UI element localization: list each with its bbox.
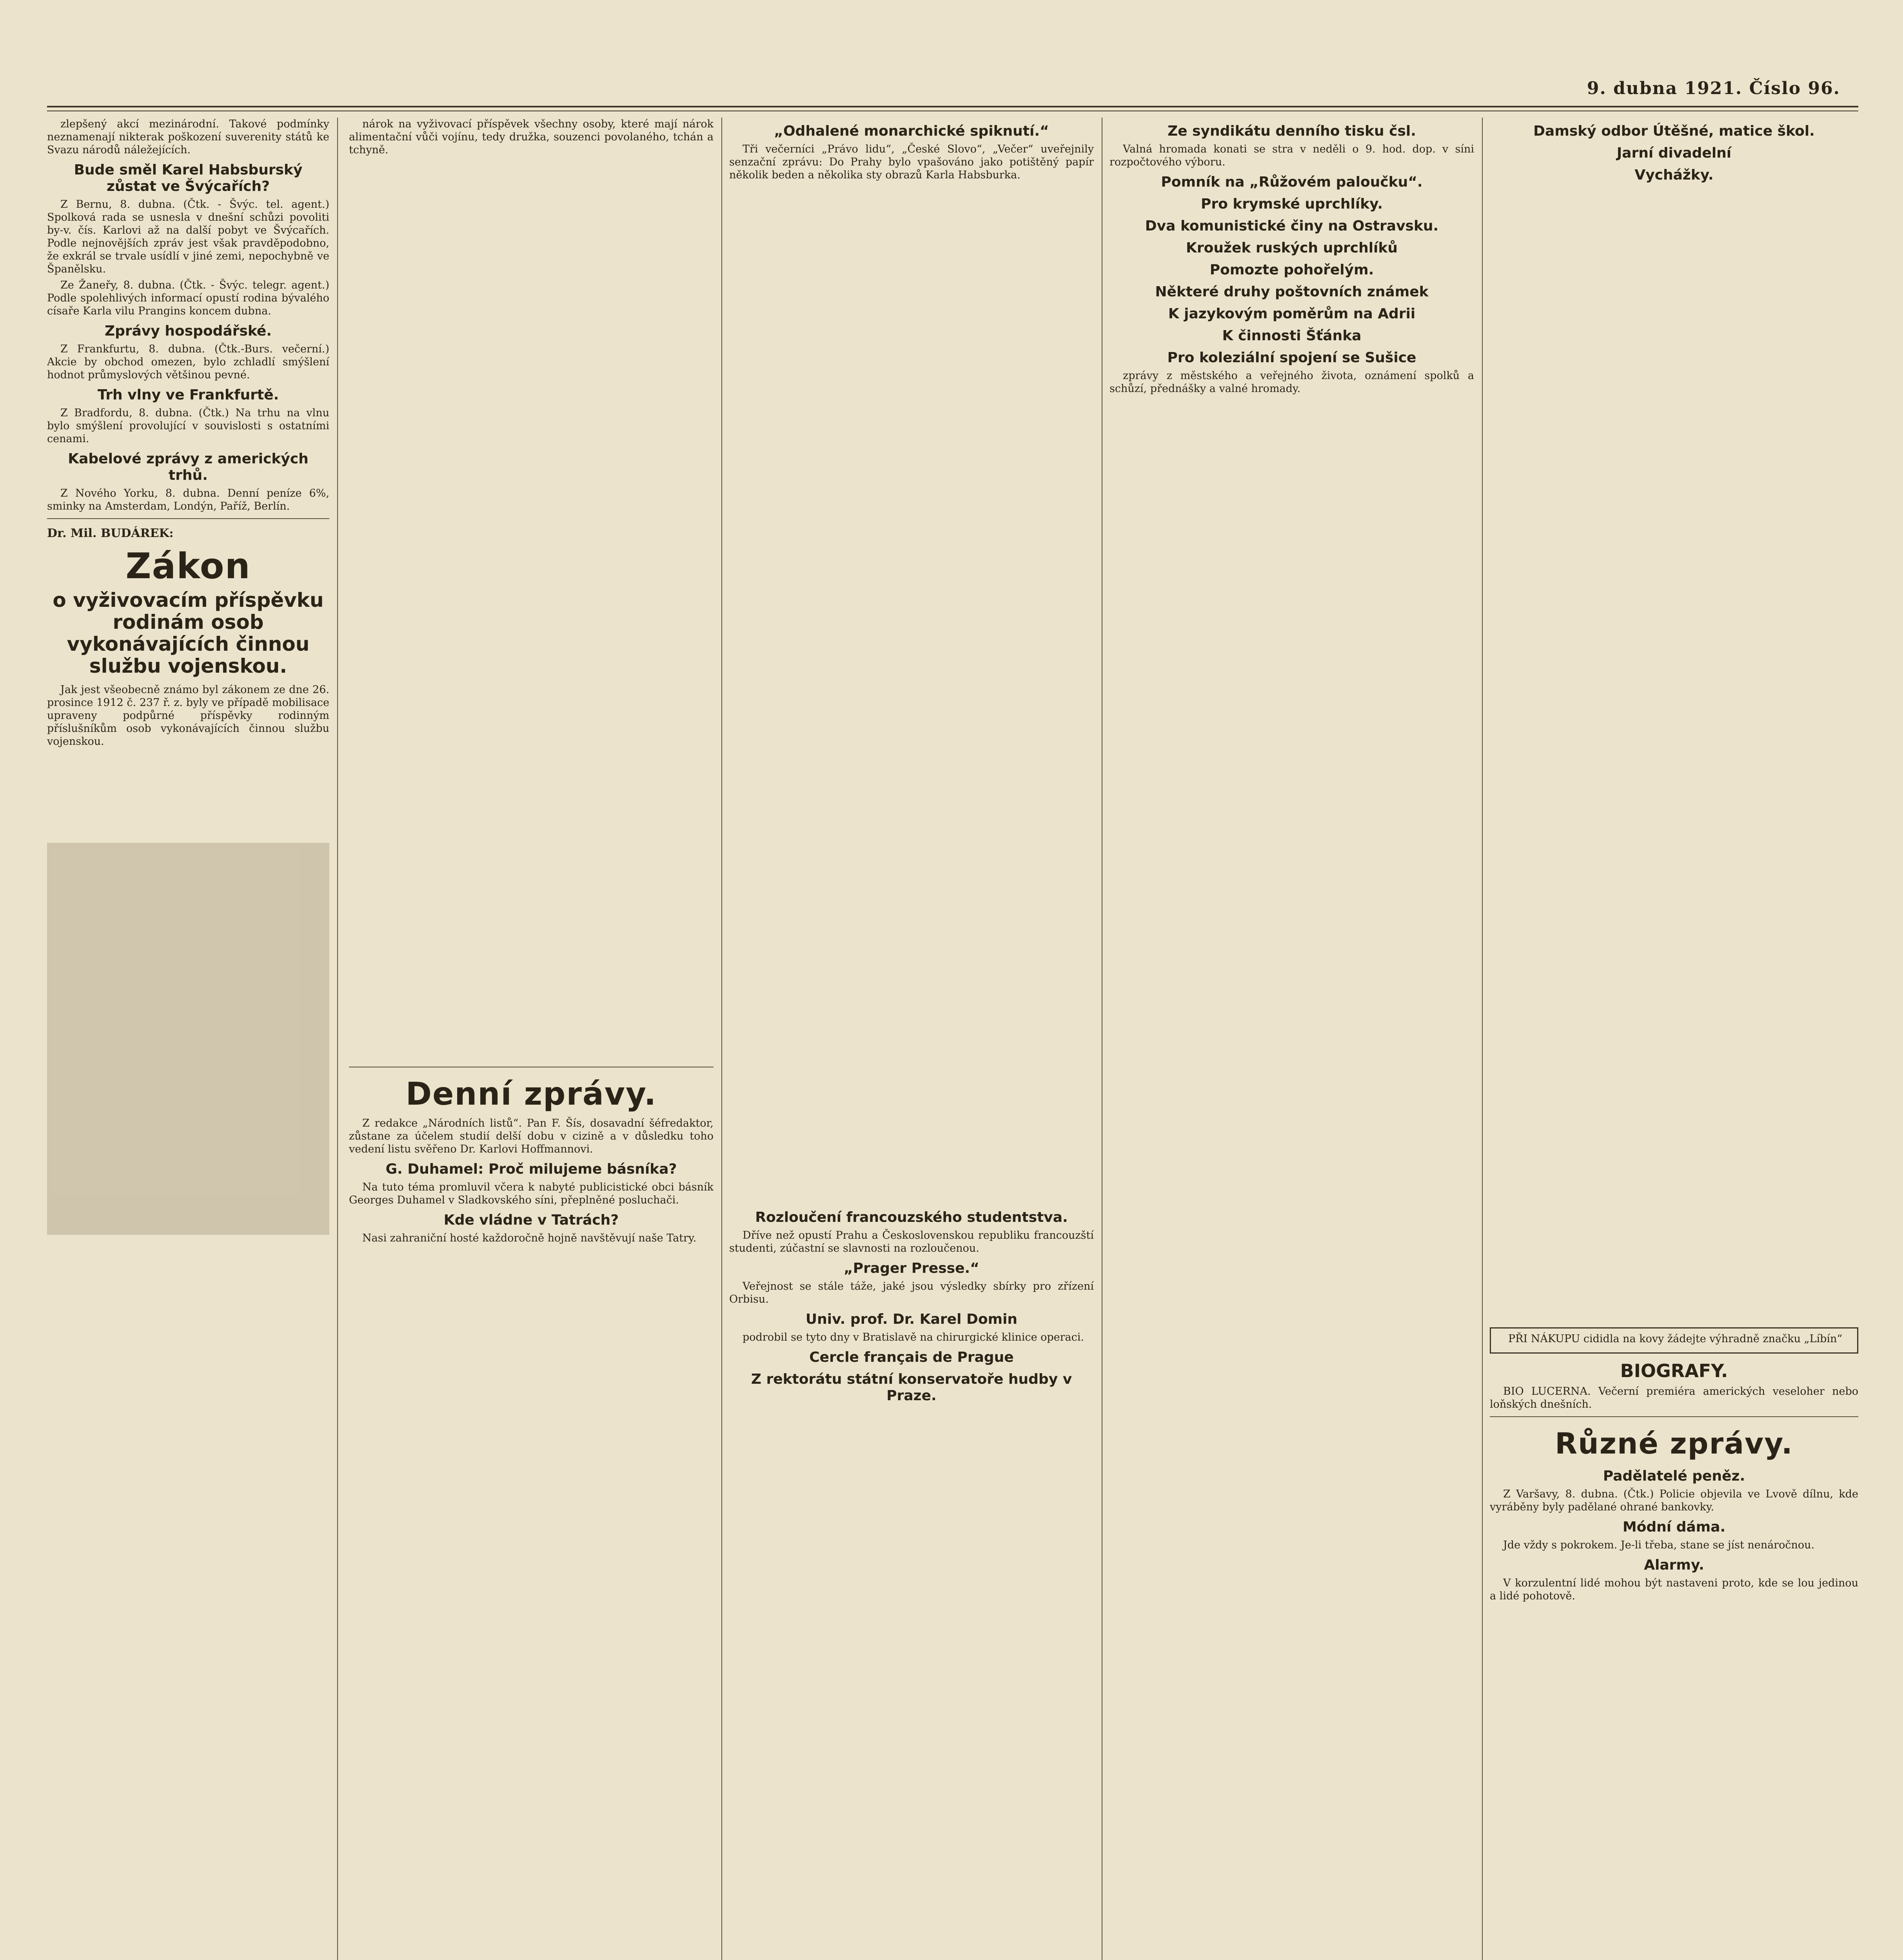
article-text: Dříve než opustí Prahu a Československou republiku francouzští studenti, zúčastní se slavnosti na rozloučenou. (729, 1229, 1094, 1254)
article-text: Z Nového Yorku, 8. dubna. Denní peníze 6%, sminky na Amsterdam, Londýn, Paříž, Berlín. (47, 487, 329, 512)
article-text: zprávy z městského a veřejného života, oznámení spolků a schůzí, přednášky a valné hromady. (1109, 370, 1474, 395)
article-heading: Cercle français de Prague (809, 1349, 1014, 1365)
article-text: nárok na vyživovací příspěvek všechny osoby, které mají nárok alimentační vůči vojínu, tedy družka, souzenci povolaného, tchán a tchyně. (349, 118, 714, 156)
article-heading: Kroužek ruských uprchlíků (1186, 240, 1398, 256)
article-text: BIO LUCERNA. Večerní premiéra amerických veseloher nebo loňských dnešních. (1490, 1385, 1858, 1410)
column-5 (1490, 118, 1858, 1960)
article-text: Veřejnost se stále táže, jaké jsou výsledky sbírky pro zřízení Orbisu. (729, 1280, 1094, 1305)
article-heading: K činnosti Šťánka (1222, 328, 1362, 344)
article-text: Z Bernu, 8. dubna. (Čtk. - Švýc. tel. agent.) Spolková rada se usnesla v dnešní schůzi povoliti by‑v. čís. Karlovi až na další pobyt ve Švýcařích. Podle nejnovějších zpráv jest však pravděpodobno, že exkrál se trvale usídlí v jiné zemi, nepochybně ve Španělsku. (47, 198, 329, 275)
column-4 (1109, 118, 1474, 1960)
article-heading: Pro koleziální spojení se Sušice (1167, 350, 1416, 366)
article-text: podrobil se tyto dny v Bratislavě na chirurgické klinice operaci. (743, 1331, 1084, 1343)
article-text: Valná hromada konati se stra v neděli o 9. hod. dop. v síni rozpočtového výboru. (1109, 143, 1474, 168)
article-heading: Ze syndikátu denního tisku čsl. (1168, 123, 1416, 139)
text-block (1490, 187, 1858, 1323)
article-text: V korzulentní lidé mohou být nastaveni proto, kde se lou jedinou a lidé pohotově. (1490, 1577, 1858, 1602)
article-heading: Vychážky. (1634, 167, 1714, 183)
article-heading: Kabelové zprávy z amerických trhů. (68, 451, 309, 483)
article-text: zlepšený akcí mezinárodní. Takové podmínky neznamenají nikterak poškození suverenity států ke Svazu národů náležejících. (47, 118, 329, 156)
article-text: Tři večerníci „Právo lidu“, „České Slovo“, „Večer“ uveřejnily senzační zprávu: Do Prahy bylo vpašováno jako potištěný papír několik beden a několika sty obrazů Karla Habsburka. (729, 143, 1094, 181)
article-heading: Univ. prof. Dr. Karel Domin (805, 1311, 1018, 1327)
article-text: Z Frankfurtu, 8. dubna. (Čtk.-Burs. večerní.) Akcie by obchod omezen, bylo zchladlí smýšlení hodnot průmyslových většinou pevné. (47, 343, 329, 381)
ad-text: PŘI NÁKUPU cididla na kovy žádejte výhradně značku „Líbín“ (1508, 1333, 1843, 1345)
article-heading: „Prager Presse.“ (844, 1260, 979, 1276)
article-heading: Pomozte pohořelým. (1209, 262, 1374, 278)
headline-zakon: Zákon (125, 546, 251, 587)
article-text: Jde vždy s pokrokem. Je-li třeba, stane se jíst nenáročnou. (1503, 1539, 1815, 1551)
article-heading: Zprávy hospodářské. (105, 323, 272, 339)
column-divider (721, 118, 722, 1960)
separator (47, 518, 329, 519)
article-heading: Dva komunistické činy na Ostravsku. (1145, 218, 1439, 234)
issue-date-number: 9. dubna 1921. Číslo 96. (1587, 78, 1840, 98)
column-2 (349, 118, 714, 1960)
article-heading: Pro krymské uprchlíky. (1200, 196, 1383, 212)
article-heading: Některé druhy poštovních známek (1155, 284, 1429, 300)
column-divider (1482, 118, 1483, 1960)
article-heading: Módní dáma. (1622, 1519, 1726, 1535)
section-ruzne-zpravy: Různé zprávy. (1555, 1427, 1793, 1461)
article-heading: Z rektorátu státní konservatoře hudby v Praze. (751, 1371, 1072, 1404)
article-text: Z Bradfordu, 8. dubna. (Čtk.) Na trhu na vlnu bylo smýšlení provolující v souvislosti s ostatními cenami. (47, 407, 329, 445)
author-byline: Dr. Mil. BUDÁREK: (47, 526, 174, 540)
article-heading: Bude směl Karel Habsburský zůstat ve Švýcařích? (74, 162, 303, 194)
article-text: Nasi zahraniční hosté každoročně hojně navštěvují naše Tatry. (362, 1232, 697, 1244)
article-heading: K jazykovým poměrům na Adrii (1168, 306, 1416, 322)
article-text: Z redakce „Národních listů“. Pan F. Šís, dosavadní šéfredaktor, zůstane za účelem studií delší dobu v cizině a v důsledku toho vedení listu svěřeno Dr. Karlovi Hoffmannovi. (349, 1117, 714, 1155)
article-heading: Damský odbor Útěšné, matice škol. (1533, 123, 1815, 139)
text-block (729, 185, 1094, 1204)
headline-sub: o vyživovacím příspěvku rodinám osob vykonávajících činnou službu vojenskou. (53, 589, 324, 677)
article-text: Na tuto téma promluvil včera k nabyté publicistické obci básník Georges Duhamel v Sladkovského síni, přeplněné posluchači. (349, 1181, 714, 1206)
advertisement-box (1490, 1327, 1858, 1354)
article-heading: Rozloučení francouzského studentstva. (755, 1209, 1068, 1225)
article-heading: Jarní divadelní (1616, 145, 1732, 161)
section-biografy: BIOGRAFY. (1620, 1360, 1728, 1381)
article-text: Z Varšavy, 8. dubna. (Čtk.) Policie objevila ve Lvově dílnu, kde vyráběny byly padělané ohrané bankovky. (1490, 1488, 1858, 1513)
section-denni-zpravy: Denní zprávy. (405, 1076, 657, 1112)
article-heading: Padělatelé peněz. (1603, 1468, 1745, 1484)
header-rule (47, 106, 1858, 111)
text-block (349, 160, 714, 1061)
article-heading: Kde vládne v Tatrách? (443, 1212, 619, 1228)
article-text: Ze Žaneřy, 8. dubna. (Čtk. - Švýc. telegr. agent.) Podle spolehlivých informací opustí rodina bývalého císaře Karla vilu Prangins koncem dubna. (47, 279, 329, 317)
column-divider (337, 118, 338, 1960)
article-heading: Pomník na „Růžovém paloučku“. (1161, 174, 1423, 190)
article-text: Jak jest všeobecně známo byl zákonem ze dne 26. prosince 1912 č. 237 ř. z. byly ve případě mobilisace upraveny podpůrné příspěvky rodinným příslušníkům osob vykonávajících činnou službu vojenskou. (47, 684, 329, 748)
column-1 (47, 118, 329, 1960)
article-heading: Trh vlny ve Frankfurtě. (97, 387, 279, 403)
column-3 (729, 118, 1094, 1960)
article-heading: „Odhalené monarchické spiknutí.“ (774, 123, 1049, 139)
article-heading: G. Duhamel: Proč milujeme básníka? (385, 1161, 677, 1177)
separator (1490, 1416, 1858, 1417)
article-heading: Alarmy. (1644, 1557, 1704, 1573)
